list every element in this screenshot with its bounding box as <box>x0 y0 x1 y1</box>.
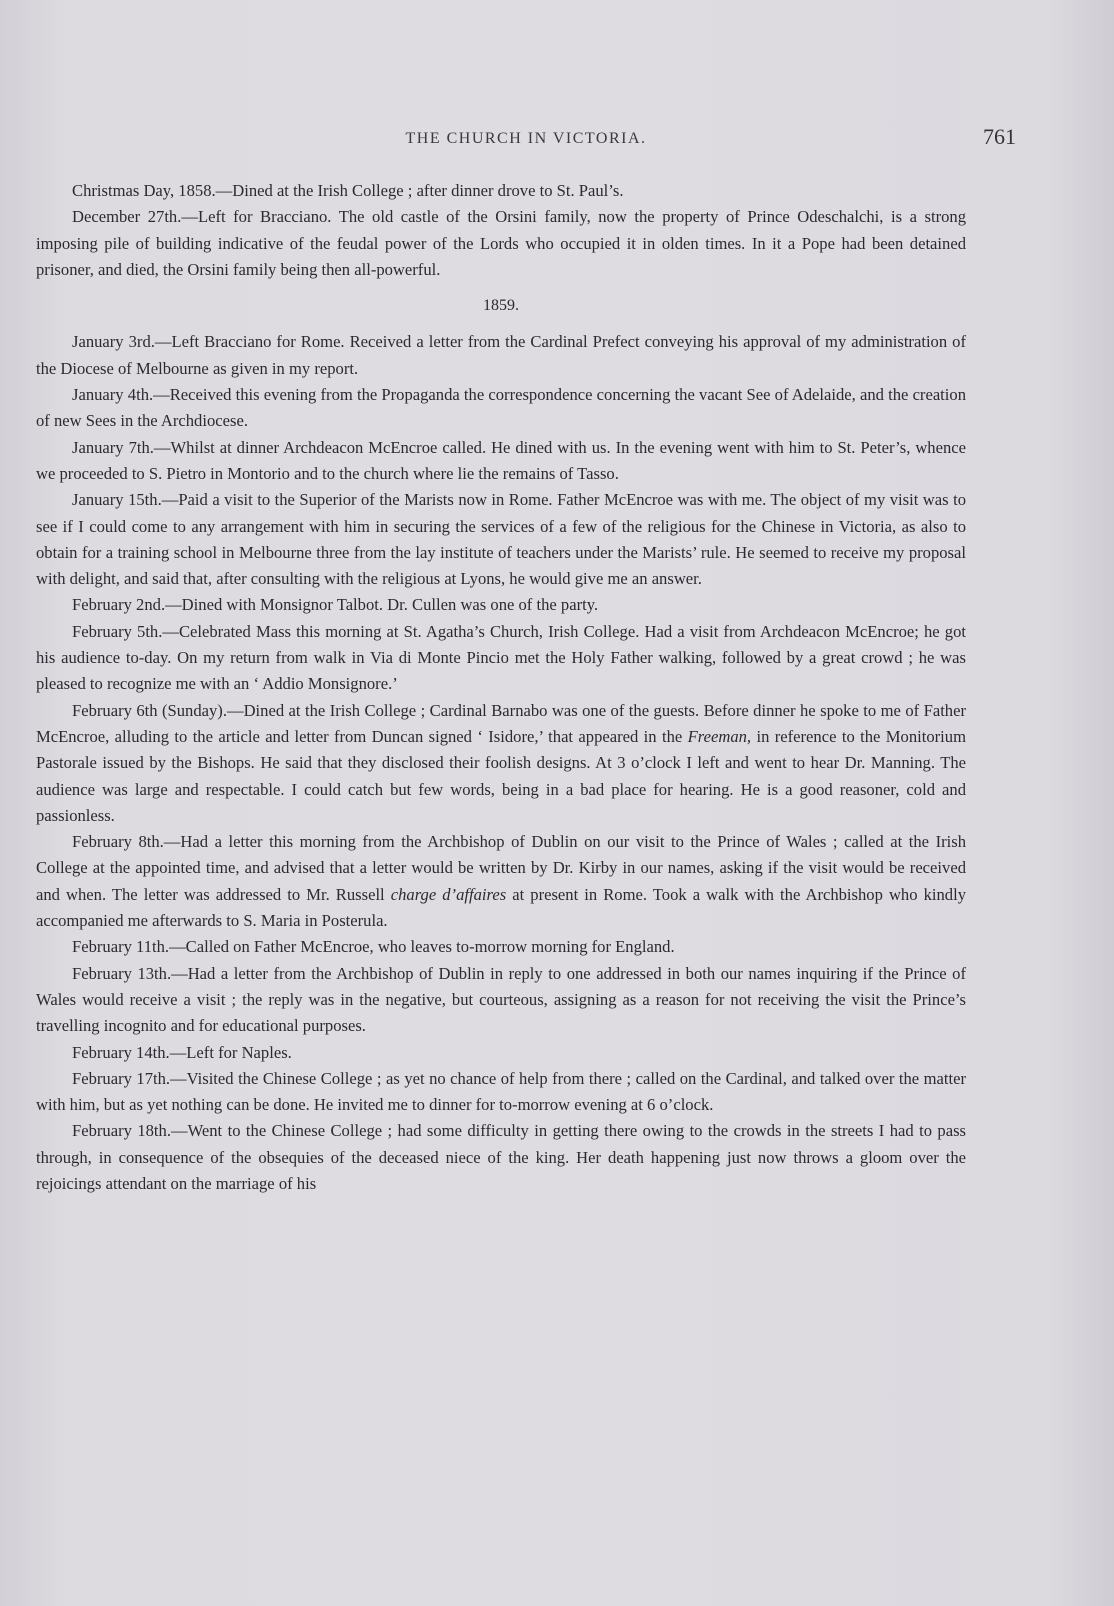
charge-daffaires: charge d’affaires <box>390 884 507 904</box>
feb-8-text-end: at present in Rome. Took a walk with the Archbishop who kindly accompanied me afterwards to S. Maria in Posterula. <box>36 884 966 931</box>
paragraph-christmas-1858: Christmas Day, 1858.—Dined at the Irish College ; after dinner drove to St. Paul’s. <box>72 181 624 200</box>
paragraph-feb-2: February 2nd.—Dined with Monsignor Talbot. Dr. Cullen was one of the party. <box>72 595 599 615</box>
year-heading: 1859. <box>483 297 519 315</box>
paragraph-jan-15: January 15th.—Paid a visit to the Superior of the Marists now in Rome. Father McEncroe was with me. The object of my visit was to see if I could come to any arrangement with him in securing the services of a few of the religious for the Chinese in Victoria, as also to obtain for a training school in Melbourne three from the lay institute of teachers under the Marists’ rule. He seemed to receive my proposal with delight, and said that, after consulting with the religious at Lyons, he would give me an answer. <box>36 490 966 589</box>
paragraph-feb-11: February 11th.—Called on Father McEncroe, who leaves to-morrow morning for England. <box>72 937 675 957</box>
feb-6-text-start: February 6th (Sunday).—Dined at the Irish College ; Cardinal Barnabo was one of the guests. Before dinner he spoke to me of Father McEncroe, alluding to the article and letter from Duncan signed ‘ Isidore,’ that appeared in the <box>36 700 966 746</box>
freeman-title: Freeman, <box>687 726 752 746</box>
paragraph-feb-6 <box>36 698 966 829</box>
paragraph-feb-17: February 17th.—Visited the Chinese College ; as yet no chance of help from there ; called on the Cardinal, and talked over the matter with him, but as yet nothing can be done. He invited me to dinner for to-morrow evening at 6 o’clock. <box>36 1068 966 1115</box>
paragraph-feb-13: February 13th.—Had a letter from the Archbishop of Dublin in reply to one addressed in both our names inquiring if the Prince of Wales would receive a visit ; the reply was in the negative, but courteous, assigning as a reason for not receiving the visit the Prince’s travelling incognito and for educational purposes. <box>36 963 966 1036</box>
paragraph-feb-18: February 18th.—Went to the Chinese College ; had some difficulty in getting there owing to the crowds in the streets I had to pass through, in consequence of the obsequies of the deceased niece of the king. Her death happening just now throws a gloom over the rejoicings attendant on the marriage of his <box>36 1121 966 1193</box>
page-number: 761 <box>983 124 1016 149</box>
paragraph-feb-14: February 14th.—Left for Naples. <box>72 1042 292 1062</box>
paragraph-dec-27: December 27th.—Left for Bracciano. The old castle of the Orsini family, now the property of Prince Odeschalchi, is a strong imposing pile of building indicative of the feudal power of the Lords who occupied it in olden times. In it a Pope had been detained prisoner, and died, the Orsini family being then all-powerful. <box>36 207 966 279</box>
paragraph-jan-4: January 4th.—Received this evening from the Propaganda the correspondence concerning the vacant See of Adelaide, and the creation of new Sees in the Archdiocese. <box>36 385 966 431</box>
paragraph-jan-3: January 3rd.—Left Bracciano for Rome. Received a letter from the Cardinal Prefect conveying his approval of my administration of the Diocese of Melbourne as given in my report. <box>36 332 966 378</box>
feb-8-text-start: February 8th.—Had a letter this morning from the Archbishop of Dublin on our visit to the Prince of Wales ; called at the Irish College at the appointed time, and advised that a letter would be written by Dr. Kirby in our names, asking if the visit would be received and when. The letter was addressed to Mr. Russell <box>36 832 966 904</box>
paragraph-feb-8 <box>36 829 966 934</box>
paragraph-feb-5: February 5th.—Celebrated Mass this morning at St. Agatha’s Church, Irish College. Had a visit from Archdeacon McEncroe; he got his audience to-day. On my return from walk in Via di Monte Pincio met the Holy Father walking, followed by a great crowd ; he was pleased to recognize me with an ‘ Addio Monsignore.’ <box>36 621 966 694</box>
page-body <box>36 178 966 1197</box>
running-head: THE CHURCH IN VICTORIA. <box>405 130 647 147</box>
paragraph-jan-7: January 7th.—Whilst at dinner Archdeacon McEncroe called. He dined with us. In the evening went with him to St. Peter’s, whence we proceeded to S. Pietro in Montorio and to the church where lie the remains of Tasso. <box>36 437 966 483</box>
page-header <box>36 124 1016 158</box>
feb-6-text-end: in reference to the Monitorium Pastorale issued by the Bishops. He said that they disclosed their foolish designs. At 3 o’clock I left and went to hear Dr. Manning. The audience was large and respectable. I could catch but few words, being in a bad place for hearing. He is a good reasoner, cold and passionless. <box>36 726 966 825</box>
